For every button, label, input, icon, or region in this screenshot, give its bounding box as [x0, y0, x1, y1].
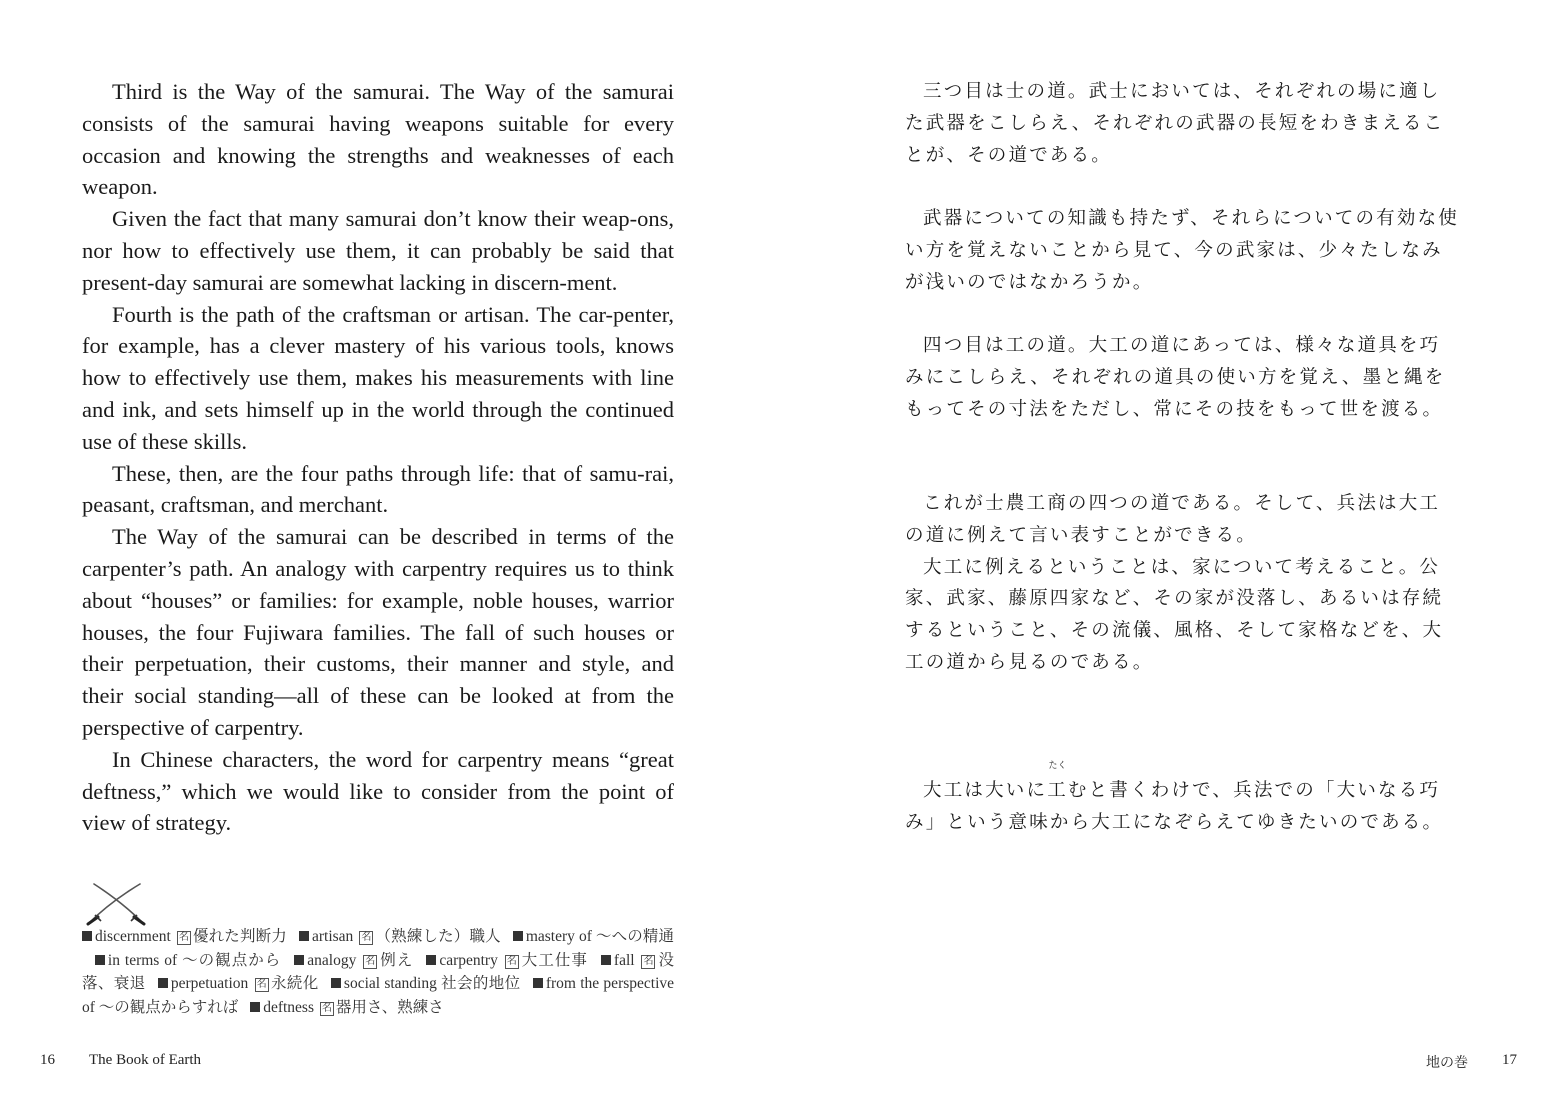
noun-tag: 名 [365, 955, 376, 967]
vocab-term: discernment [95, 928, 171, 945]
bullet-square-icon [294, 955, 304, 965]
running-title-right: 地の巻 [1426, 1055, 1468, 1071]
vocab-item [426, 952, 588, 969]
vocab-meaning: 永続化 [270, 975, 319, 992]
bullet-square-icon [426, 955, 436, 965]
vocab-item [513, 928, 674, 945]
crossed-swords-icon [80, 880, 152, 928]
noun-tag: 名 [506, 955, 517, 967]
page-number-right: 17 [1502, 1052, 1517, 1068]
vocab-meaning: （熟練した）職人 [375, 928, 501, 945]
vocab-meaning: 優れた判断力 [192, 928, 287, 945]
bullet-square-icon [601, 955, 611, 965]
running-title-left: The Book of Earth [89, 1052, 202, 1068]
english-text [82, 76, 674, 839]
vocab-item [294, 952, 413, 969]
bullet-square-icon [158, 978, 168, 988]
vocabulary-notes [82, 925, 674, 1019]
japanese-block-1 [905, 76, 1460, 171]
bullet-square-icon [331, 978, 341, 988]
vocab-meaning: 社会的地位 [441, 975, 521, 992]
japanese-block-3 [905, 330, 1460, 425]
noun-tag: 名 [178, 932, 189, 943]
bullet-square-icon [299, 931, 309, 941]
japanese-block-5 [905, 761, 1460, 839]
ruby-annotation [1047, 761, 1068, 807]
ruby-reading: たく [1048, 761, 1067, 771]
noun-tag: 名 [361, 932, 372, 943]
page-number-left: 16 [40, 1052, 55, 1068]
vocab-term: artisan [311, 928, 354, 945]
japanese-paragraph: これが士農工商の四つの道である。そして、兵法は大工の道に例えて言い表すことができる。 [905, 493, 1441, 546]
english-paragraph: Third is the Way of the samurai. The Way of the samurai consists of the samurai having weapons suitable for every occasion and knowing the strengths and weaknesses of each weapon. [82, 79, 674, 200]
bullet-square-icon [533, 978, 543, 988]
vocab-term: fall [613, 951, 635, 969]
bullet-square-icon [82, 931, 92, 941]
english-paragraph: These, then, are the four paths through life: that of samu-rai, peasant, craftsman, and merchant. [82, 460, 674, 518]
vocab-term: perpetuation [170, 975, 249, 992]
english-paragraph: In Chinese characters, the word for carpentry means “great deftness,” which we would like to consider from the point of view of strategy. [82, 746, 674, 836]
vocab-term: deftness [263, 998, 314, 1016]
japanese-block-2 [905, 203, 1460, 298]
japanese-paragraph: 大工に例えるということは、家について考えること。公家、武家、藤原四家など、その家が没落し、あるいは存続するということ、その流儀、風格、そして家格などを、大工の道から見るのである。 [905, 556, 1444, 673]
japanese-paragraph: 四つ目は工の道。大工の道にあっては、様々な道具を巧みにこしらえ、それぞれの道具の使い方を覚え、墨と縄をもってその寸法をただし、常にその技をもって世を渡る。 [905, 335, 1446, 420]
japanese-text: むと書くわけで、兵法での「大いなる巧み」という意味から大工になぞらえてゆきたいのである。 [905, 780, 1444, 833]
vocab-item [299, 928, 501, 945]
vocab-term: in terms of [107, 951, 178, 969]
noun-tag: 名 [643, 955, 654, 967]
vocab-term: carpentry [439, 951, 498, 969]
vocab-item [82, 928, 287, 945]
vocab-term: from the perspective of [82, 975, 675, 1016]
japanese-block-4 [905, 488, 1460, 679]
vocab-item [158, 975, 319, 992]
japanese-paragraph: 武器についての知識も持たず、それらについての有効な使い方を覚えないことから見て、今の武家は、少々たしなみが浅いのではなかろうか。 [905, 208, 1459, 293]
vocab-meaning: 没落、衰退 [82, 951, 675, 992]
vocab-term: social standing [343, 975, 437, 992]
english-paragraph: Fourth is the path of the craftsman or artisan. The car-penter, for example, has a clever mastery of his various tools, knows how to effectively use them, makes his measurements with line and ink, and sets himself up in the world through the continued use of these skills. [82, 301, 674, 454]
bullet-square-icon [250, 1002, 260, 1012]
noun-tag: 名 [256, 979, 267, 990]
bullet-square-icon [513, 931, 523, 941]
vocab-item [250, 999, 444, 1016]
vocab-item [95, 952, 281, 969]
vocab-meaning: 例え [379, 951, 414, 969]
vocab-meaning: ～への精通 [595, 928, 675, 945]
noun-tag: 名 [321, 1002, 332, 1014]
vocab-item [331, 975, 521, 992]
japanese-paragraph: 三つ目は士の道。武士においては、それぞれの場に適した武器をこしらえ、それぞれの武器の長短をわきまえることが、その道である。 [905, 81, 1445, 166]
vocab-term: mastery of [525, 928, 592, 945]
english-paragraph: Given the fact that many samurai don’t know their weap-ons, nor how to effectively use them, it can probably be said that present-day samurai are somewhat lacking in discern-ment. [82, 206, 674, 295]
vocab-term: analogy [307, 951, 357, 969]
vocab-meaning: 器用さ、熟練さ [335, 998, 444, 1016]
bullet-square-icon [95, 955, 105, 965]
japanese-text: 大工は大いに [923, 780, 1048, 801]
vocab-meaning: ～の観点からすれば [98, 998, 239, 1016]
vocab-meaning: 大工仕事 [520, 951, 588, 969]
ruby-base: 工 [1047, 780, 1068, 801]
english-paragraph: The Way of the samurai can be described in terms of the carpenter’s path. An analogy with carpentry requires us to think about “houses” or families: for example, noble houses, warrior houses, the four Fujiwara families. The fall of such houses or their perpetuation, their customs, their manner and style, and their social standing—all of these can be looked at from the perspective of carpentry. [82, 524, 674, 740]
vocab-meaning: ～の観点から [182, 951, 282, 969]
